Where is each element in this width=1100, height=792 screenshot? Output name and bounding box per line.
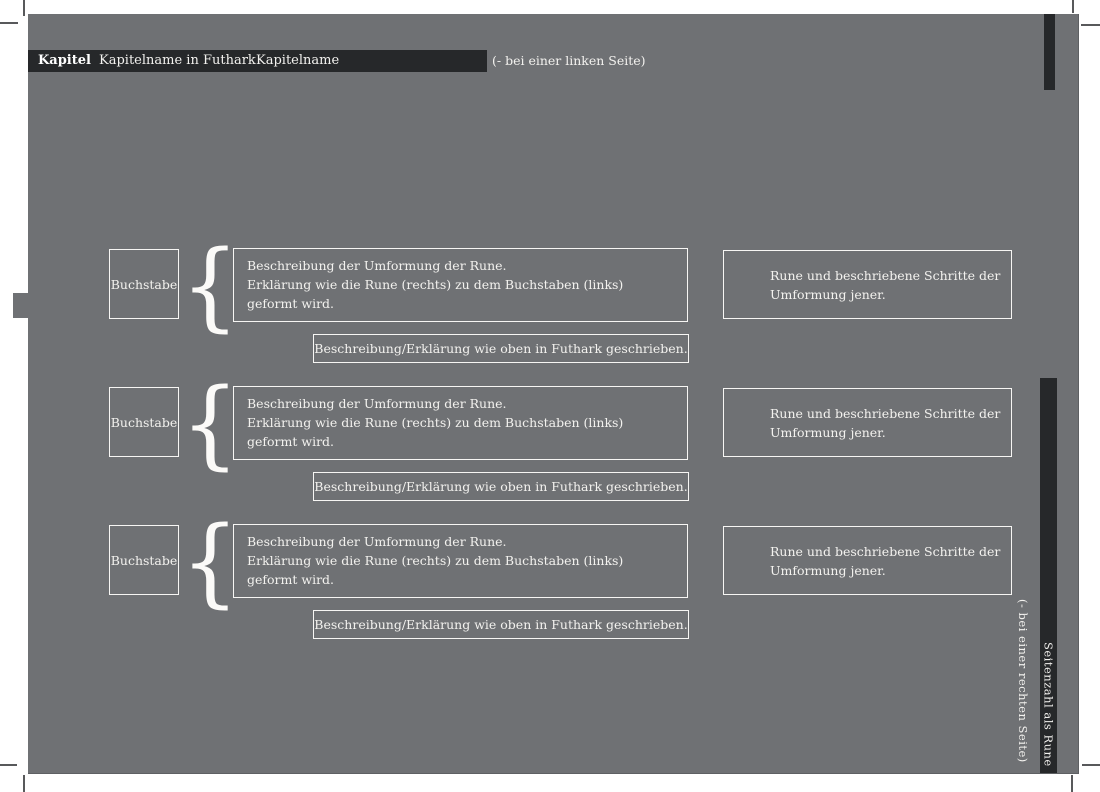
page-number-label: Seitenzahl als Rune xyxy=(1041,642,1056,767)
crop-mark-bottom-right-vertical xyxy=(1071,775,1073,792)
rune-note-line: Rune und beschriebene Schritte der xyxy=(770,543,1001,559)
crop-mark-top-left-horizontal xyxy=(0,22,18,24)
rune-row xyxy=(28,368,1078,506)
left-edge-tab xyxy=(13,293,28,318)
rune-note-line: Rune und beschriebene Schritte der xyxy=(770,405,1001,421)
futhark-caption-box: Beschreibung/Erklärung wie oben in Futhark geschrieben. xyxy=(313,334,689,363)
page-number-bar xyxy=(1040,378,1057,773)
description-line: Beschreibung der Umformung der Rune. xyxy=(247,534,507,549)
description-line: geformt wird. xyxy=(247,572,335,587)
crop-mark-bottom-right-horizontal xyxy=(1082,764,1100,766)
rune-row xyxy=(28,230,1078,368)
futhark-caption-box: Beschreibung/Erklärung wie oben in Futhark geschrieben. xyxy=(313,610,689,639)
rune-note-line: Umformung jener. xyxy=(770,286,886,302)
left-page-annotation: (- bei einer linken Seite) xyxy=(492,53,646,68)
brace-glyph: { xyxy=(180,506,240,618)
description-line: Erklärung wie die Rune (rechts) zu dem Buchstaben (links) xyxy=(247,415,624,430)
rune-steps-box xyxy=(723,250,1012,319)
description-line: Erklärung wie die Rune (rechts) zu dem Buchstaben (links) xyxy=(247,277,624,292)
crop-mark-bottom-left-horizontal xyxy=(0,764,17,766)
right-page-annotation: (- bei einer rechten Seite) xyxy=(1016,599,1030,763)
top-right-register-bar xyxy=(1044,14,1055,90)
letter-box xyxy=(109,525,179,595)
rune-note-line: Umformung jener. xyxy=(770,562,886,578)
rune-steps-box xyxy=(723,526,1012,595)
chapter-name-futhark: Kapitelname in Futhark xyxy=(99,53,256,68)
crop-mark-top-right-vertical xyxy=(1072,0,1074,13)
rune-note-line: Umformung jener. xyxy=(770,424,886,440)
letter-label: Buchstabe xyxy=(110,414,178,430)
crop-mark-bottom-left-vertical xyxy=(23,775,25,792)
description-line: geformt wird. xyxy=(247,434,335,449)
description-line: geformt wird. xyxy=(247,296,335,311)
description-line: Erklärung wie die Rune (rechts) zu dem Buchstaben (links) xyxy=(247,553,624,568)
brace-glyph: { xyxy=(180,368,240,480)
crop-mark-top-right-horizontal xyxy=(1081,24,1100,26)
rune-row xyxy=(28,506,1078,644)
chapter-label: Kapitel xyxy=(38,53,91,68)
letter-box xyxy=(109,249,179,319)
letter-label: Buchstabe xyxy=(110,276,178,292)
rune-steps-box xyxy=(723,388,1012,457)
description-box xyxy=(233,524,688,598)
crop-mark-top-left-vertical xyxy=(23,0,25,16)
mockup-page xyxy=(28,14,1079,774)
brace-glyph: { xyxy=(180,230,240,342)
description-box xyxy=(233,248,688,322)
description-line: Beschreibung der Umformung der Rune. xyxy=(247,258,507,273)
letter-box xyxy=(109,387,179,457)
description-box xyxy=(233,386,688,460)
chapter-header-bar xyxy=(28,50,487,72)
rune-note-line: Rune und beschriebene Schritte der xyxy=(770,267,1001,283)
futhark-caption-box: Beschreibung/Erklärung wie oben in Futhark geschrieben. xyxy=(313,472,689,501)
chapter-name: Kapitelname xyxy=(256,53,340,68)
letter-label: Buchstabe xyxy=(110,552,178,568)
description-line: Beschreibung der Umformung der Rune. xyxy=(247,396,507,411)
